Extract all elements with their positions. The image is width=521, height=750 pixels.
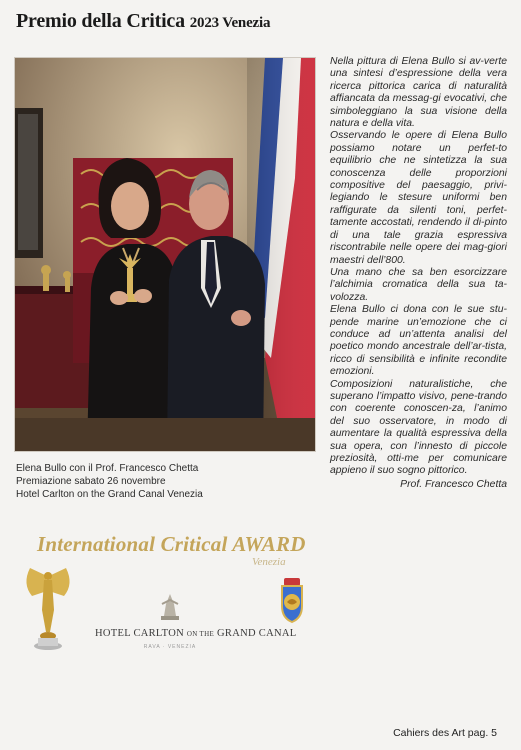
page-title — [16, 10, 270, 33]
caption-line: Elena Bullo con il Prof. Francesco Chetta — [16, 463, 199, 474]
hotel-name-a: HOTEL CARLTON — [95, 628, 184, 639]
venice-crest-icon — [276, 576, 308, 629]
article-signature: Prof. Francesco Chetta — [400, 478, 507, 490]
page-footer — [393, 727, 497, 739]
article-paragraph: Composizioni naturalistiche, che superano l’impatto visivo, pene-trando con coerente conoscen-za, l’animo del suo osservatore, in modo di aumentare la qualità espressiva della sua opera, con l’innesto di piccole preziosità, otti-me per comunicare appieno il suo sogno pittorico. — [330, 378, 507, 477]
hotel-name-c: GRAND CANAL — [217, 628, 297, 639]
hotel-statue-icon — [157, 590, 183, 627]
award-ceremony-photo — [14, 57, 316, 452]
page-number: pag. 5 — [467, 727, 497, 739]
hotel-logo-subtitle: RAVA · VENEZIA — [143, 644, 197, 650]
caption-line: Hotel Carlton on the Grand Canal Venezia — [16, 489, 203, 500]
winged-statuette-icon — [20, 566, 76, 657]
article-paragraph: Nella pittura di Elena Bullo si av-verte una sintesi d’espressione della vera ricerca pittorica carica di naturalità affiancata da messag-gi evocativi, che simboleggiano la sua visione della natura e della vita. — [330, 56, 507, 130]
article-paragraph: Osservando le opere di Elena Bullo possiamo notare un perfet-to equilibrio che ne sintetizza la sua conoscenza delle proporzioni compositive del paesaggio, privi-legiando le stesure uniformi ben raffigurate da silenti toni, perfet-tamente accostati, rendendo il di-pinto di una tale grazia espressiva riscontrabile nelle opere dei mag-giori maestri dell’800. — [330, 130, 507, 266]
title-year-place: 2023 Venezia — [189, 15, 271, 31]
title-main: Premio della Critica — [16, 10, 185, 32]
magazine-name: Cahiers des Art — [393, 727, 465, 739]
caption-line: Premiazione sabato 26 novembre — [16, 476, 166, 487]
hotel-name-b: ON THE — [186, 630, 215, 638]
photo-caption — [16, 462, 316, 501]
article-paragraph: Elena Bullo ci dona con le sue stu-pende marine un’emozione che ci conduce ad un’attenta analisi del poetico mondo ancestrale dell’ar-tista, ricco di sensibilità e infinite recondite emozioni. — [330, 304, 507, 378]
critique-article — [330, 56, 507, 491]
article-paragraph: Una mano che sa ben esorcizzare l’alchimia cromatica della sua ta-volozza. — [330, 266, 507, 303]
award-title: International Critical AWARD — [37, 532, 306, 556]
award-subtitle: Venezia — [252, 556, 286, 568]
hotel-logo-text — [95, 628, 296, 639]
